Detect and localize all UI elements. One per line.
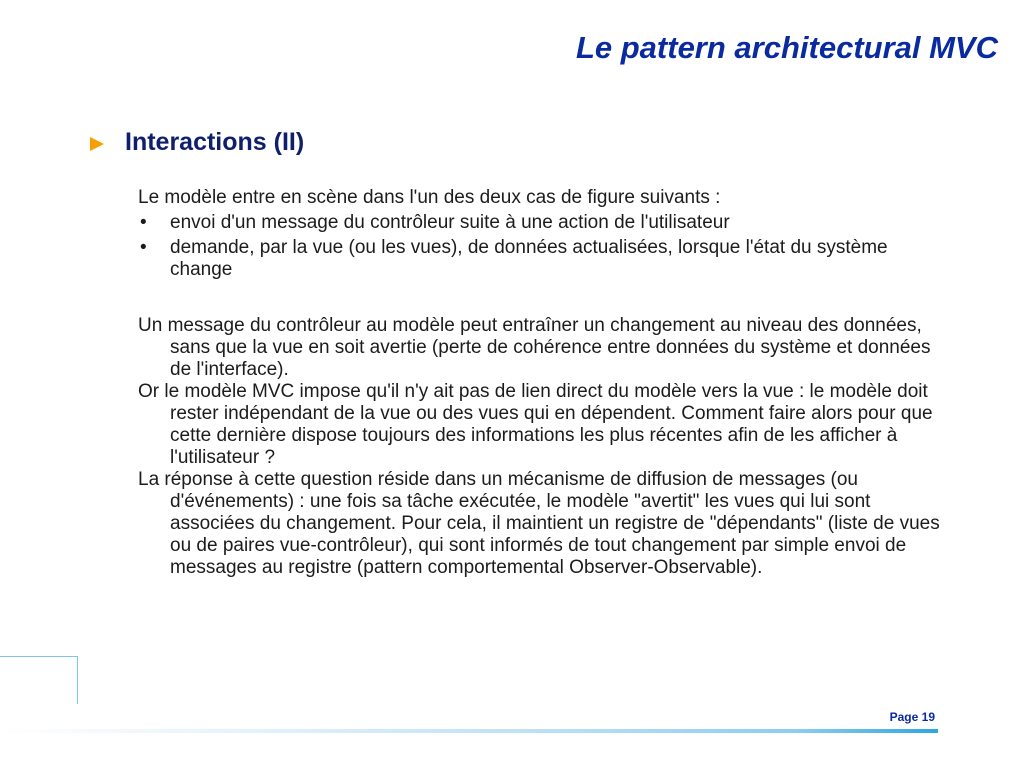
corner-decoration xyxy=(0,656,78,704)
section-heading: Interactions (II) xyxy=(125,128,305,156)
bullet-item xyxy=(138,237,948,281)
paragraph: Or le modèle MVC impose qu'il n'y ait pas de lien direct du modèle vers la vue : le modèle doit rester indépendant de la vue ou des vues qui en dépendent. Comment faire alors pour que cette dernière dispose toujours des informations les plus récentes afin de les afficher à l'utilisateur ? xyxy=(138,381,933,468)
spacer xyxy=(138,284,948,315)
bullet-dot-icon: • xyxy=(140,237,147,258)
page-number: Page 19 xyxy=(889,710,935,724)
paragraph: La réponse à cette question réside dans un mécanisme de diffusion de messages (ou d'événements) : une fois sa tâche exécutée, le modèle "avertit" les vues qui lui sont associées du changement. Pour cela, il maintient un registre de "dépendants" (liste de vues ou de paires vue-contrôleur), qui sont informés de tout changement par simple envoi de messages au registre (pattern comportemental Observer-Observable). xyxy=(138,469,940,578)
right-triangle-arrow-icon xyxy=(90,137,104,151)
bullet-list xyxy=(138,212,948,281)
bullet-text: demande, par la vue (ou les vues), de données actualisées, lorsque l'état du système change xyxy=(170,237,888,280)
bullet-dot-icon: • xyxy=(140,212,147,233)
intro-text: Le modèle entre en scène dans l'un des deux cas de figure suivants : xyxy=(138,187,721,208)
paragraph: Un message du contrôleur au modèle peut entraîner un changement au niveau des données, sans que la vue en soit avertie (perte de cohérence entre données du système et données de l'interface). xyxy=(138,315,931,380)
bullet-text: envoi d'un message du contrôleur suite à une action de l'utilisateur xyxy=(170,212,730,233)
footer-accent-line xyxy=(0,729,938,733)
slide-body xyxy=(138,187,948,579)
section-heading-row xyxy=(90,128,304,157)
bullet-item xyxy=(138,212,948,234)
slide-title: Le pattern architectural MVC xyxy=(575,30,998,65)
